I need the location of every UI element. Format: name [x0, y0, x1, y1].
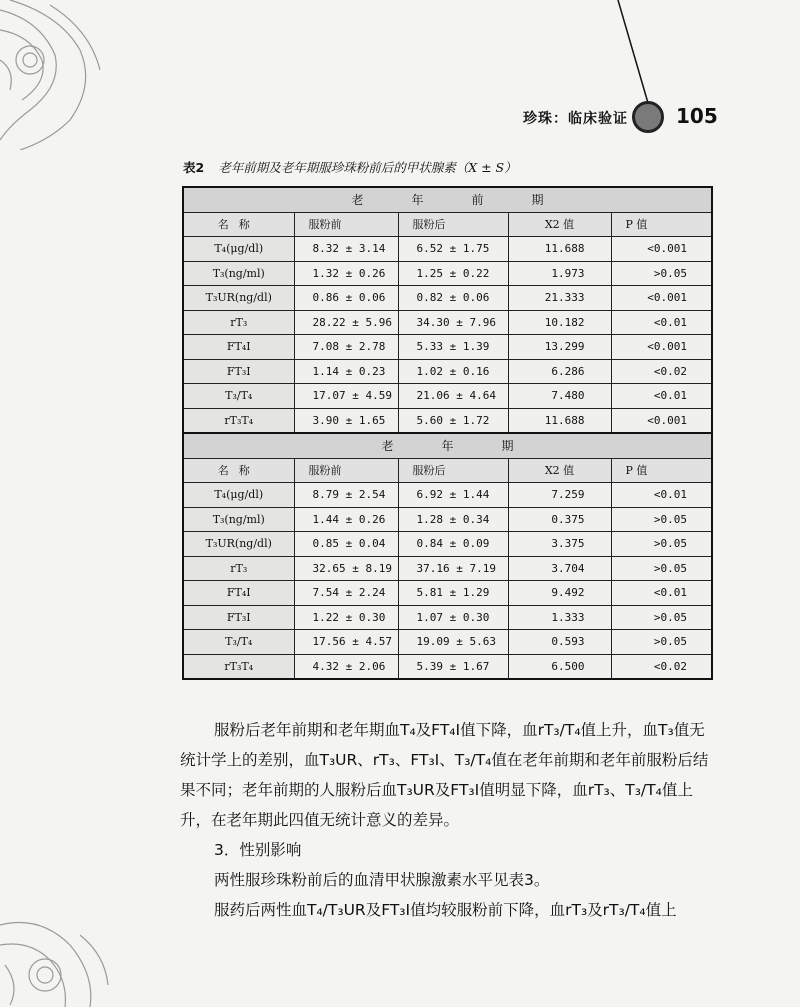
row-label: T₃UR(ng/dl)	[183, 286, 294, 311]
table-cell: 1.973	[508, 261, 611, 286]
table-row	[183, 310, 712, 335]
table-cell: 1.333	[508, 605, 611, 630]
table-cell: 6.52 ± 1.75	[398, 237, 508, 262]
thyroid-hormone-table	[182, 186, 713, 680]
column-header: X2 值	[508, 212, 611, 237]
running-header-title: 珍珠：临床验证	[523, 111, 628, 127]
table-cell: <0.02	[611, 654, 712, 679]
paragraph-table3-ref: 两性服珍珠粉前后的血清甲状腺激素水平见表3。	[214, 871, 550, 889]
table-cell: 3.704	[508, 556, 611, 581]
row-label: FT₃I	[183, 359, 294, 384]
row-label: FT₄I	[183, 581, 294, 606]
body-text	[180, 715, 715, 925]
table-cell: 0.593	[508, 630, 611, 655]
table-cell: 1.22 ± 0.30	[294, 605, 398, 630]
table-cell: <0.001	[611, 408, 712, 433]
table-cell: 32.65 ± 8.19	[294, 556, 398, 581]
page-number: 105	[676, 104, 718, 128]
table-cell: 7.259	[508, 483, 611, 508]
table-cell: 17.07 ± 4.59	[294, 384, 398, 409]
table-row	[183, 384, 712, 409]
table-cell: 11.688	[508, 237, 611, 262]
table-cell: <0.01	[611, 483, 712, 508]
column-header-row	[183, 212, 712, 237]
group-title-row	[183, 433, 712, 458]
row-label: T₃(ng/ml)	[183, 261, 294, 286]
column-header: P 值	[611, 212, 712, 237]
table-cell: 6.92 ± 1.44	[398, 483, 508, 508]
row-label: T₃UR(ng/dl)	[183, 532, 294, 557]
row-label: rT₃	[183, 556, 294, 581]
table-row	[183, 532, 712, 557]
table-cell: 34.30 ± 7.96	[398, 310, 508, 335]
table-cell: 1.25 ± 0.22	[398, 261, 508, 286]
table-cell: >0.05	[611, 532, 712, 557]
table-cell: 1.07 ± 0.30	[398, 605, 508, 630]
table-row	[183, 630, 712, 655]
table-row	[183, 581, 712, 606]
table-cell: 21.06 ± 4.64	[398, 384, 508, 409]
table-row	[183, 286, 712, 311]
table-cell: 28.22 ± 5.96	[294, 310, 398, 335]
group-title-row	[183, 187, 712, 212]
row-label: T₃(ng/ml)	[183, 507, 294, 532]
group-title: 老年前期	[183, 187, 712, 212]
table-cell: 37.16 ± 7.19	[398, 556, 508, 581]
table-cell: >0.05	[611, 507, 712, 532]
table-cell: 6.286	[508, 359, 611, 384]
table-cell: <0.01	[611, 384, 712, 409]
table-cell: >0.05	[611, 630, 712, 655]
row-label: T₃/T₄	[183, 630, 294, 655]
table-cell: 5.33 ± 1.39	[398, 335, 508, 360]
corner-ornament-top-left	[0, 0, 120, 150]
table-cell: 1.02 ± 0.16	[398, 359, 508, 384]
table-row	[183, 483, 712, 508]
table-cell: 1.14 ± 0.23	[294, 359, 398, 384]
table-cell: 0.375	[508, 507, 611, 532]
table-cell: 0.86 ± 0.06	[294, 286, 398, 311]
table-row	[183, 335, 712, 360]
table-cell: <0.01	[611, 581, 712, 606]
table-cell: 4.32 ± 2.06	[294, 654, 398, 679]
row-label: T₃/T₄	[183, 384, 294, 409]
table-cell: 11.688	[508, 408, 611, 433]
table-row	[183, 654, 712, 679]
table-cell: 5.81 ± 1.29	[398, 581, 508, 606]
table-cell: 1.28 ± 0.34	[398, 507, 508, 532]
table-cell: 1.44 ± 0.26	[294, 507, 398, 532]
column-header: 服粉后	[398, 458, 508, 483]
row-label: T₄(μg/dl)	[183, 483, 294, 508]
table-cell: 10.182	[508, 310, 611, 335]
header-circle-icon	[632, 101, 664, 133]
table-cell: 8.32 ± 3.14	[294, 237, 398, 262]
table-cell: 17.56 ± 4.57	[294, 630, 398, 655]
table-row	[183, 507, 712, 532]
column-header: 名称	[183, 212, 294, 237]
table-cell: 5.39 ± 1.67	[398, 654, 508, 679]
table-caption-text: 老年前期及老年期服珍珠粉前后的甲状腺素（X ± S）	[218, 160, 517, 175]
table-cell: 3.375	[508, 532, 611, 557]
table-row	[183, 359, 712, 384]
table-cell: 19.09 ± 5.63	[398, 630, 508, 655]
table-row	[183, 261, 712, 286]
column-header: X2 值	[508, 458, 611, 483]
row-label: rT₃T₄	[183, 408, 294, 433]
table-cell: 7.08 ± 2.78	[294, 335, 398, 360]
table-cell: 7.480	[508, 384, 611, 409]
table-row	[183, 237, 712, 262]
row-label: FT₃I	[183, 605, 294, 630]
table-cell: 0.84 ± 0.09	[398, 532, 508, 557]
table-cell: 1.32 ± 0.26	[294, 261, 398, 286]
column-header: 名称	[183, 458, 294, 483]
table-row	[183, 556, 712, 581]
table-number: 表2	[183, 160, 205, 175]
table-row	[183, 605, 712, 630]
table-cell: <0.02	[611, 359, 712, 384]
column-header: 服粉后	[398, 212, 508, 237]
table-cell: <0.001	[611, 286, 712, 311]
column-header-row	[183, 458, 712, 483]
table-cell: <0.001	[611, 335, 712, 360]
table-cell: >0.05	[611, 261, 712, 286]
table-cell: 13.299	[508, 335, 611, 360]
table-cell: 3.90 ± 1.65	[294, 408, 398, 433]
table-cell: <0.01	[611, 310, 712, 335]
table-cell: >0.05	[611, 605, 712, 630]
table-row	[183, 408, 712, 433]
table-cell: 0.82 ± 0.06	[398, 286, 508, 311]
corner-ornament-bottom-left	[0, 905, 110, 1007]
table-cell: 5.60 ± 1.72	[398, 408, 508, 433]
table-cell: 8.79 ± 2.54	[294, 483, 398, 508]
table-cell: 6.500	[508, 654, 611, 679]
paragraph-gender-effect: 服药后两性血T₄/T₃UR及FT₃I值均较服粉前下降，血rT₃及rT₃/T₄值上	[214, 901, 677, 919]
paragraph-results: 服粉后老年前期和老年期血T₄及FT₄I值下降，血rT₃/T₄值上升，血T₃值无统计学上的差别，血T₃UR、rT₃、FT₃I、T₃/T₄值在老年前期和老年前服粉后结果不同；老年前期的人服粉后血T₃UR及FT₃I值明显下降，血rT₃、T₃/T₄值上升，在老年期此四值无统计意义的差异。	[180, 721, 709, 829]
column-header: P 值	[611, 458, 712, 483]
table-cell: <0.001	[611, 237, 712, 262]
column-header: 服粉前	[294, 458, 398, 483]
table-cell: 7.54 ± 2.24	[294, 581, 398, 606]
row-label: T₄(μg/dl)	[183, 237, 294, 262]
table-caption	[183, 158, 517, 176]
section-heading: 3．性别影响	[214, 841, 302, 859]
row-label: rT₃T₄	[183, 654, 294, 679]
row-label: rT₃	[183, 310, 294, 335]
group-title: 老年期	[183, 433, 712, 458]
row-label: FT₄I	[183, 335, 294, 360]
table-cell: >0.05	[611, 556, 712, 581]
table-cell: 9.492	[508, 581, 611, 606]
table-cell: 0.85 ± 0.04	[294, 532, 398, 557]
column-header: 服粉前	[294, 212, 398, 237]
table-cell: 21.333	[508, 286, 611, 311]
